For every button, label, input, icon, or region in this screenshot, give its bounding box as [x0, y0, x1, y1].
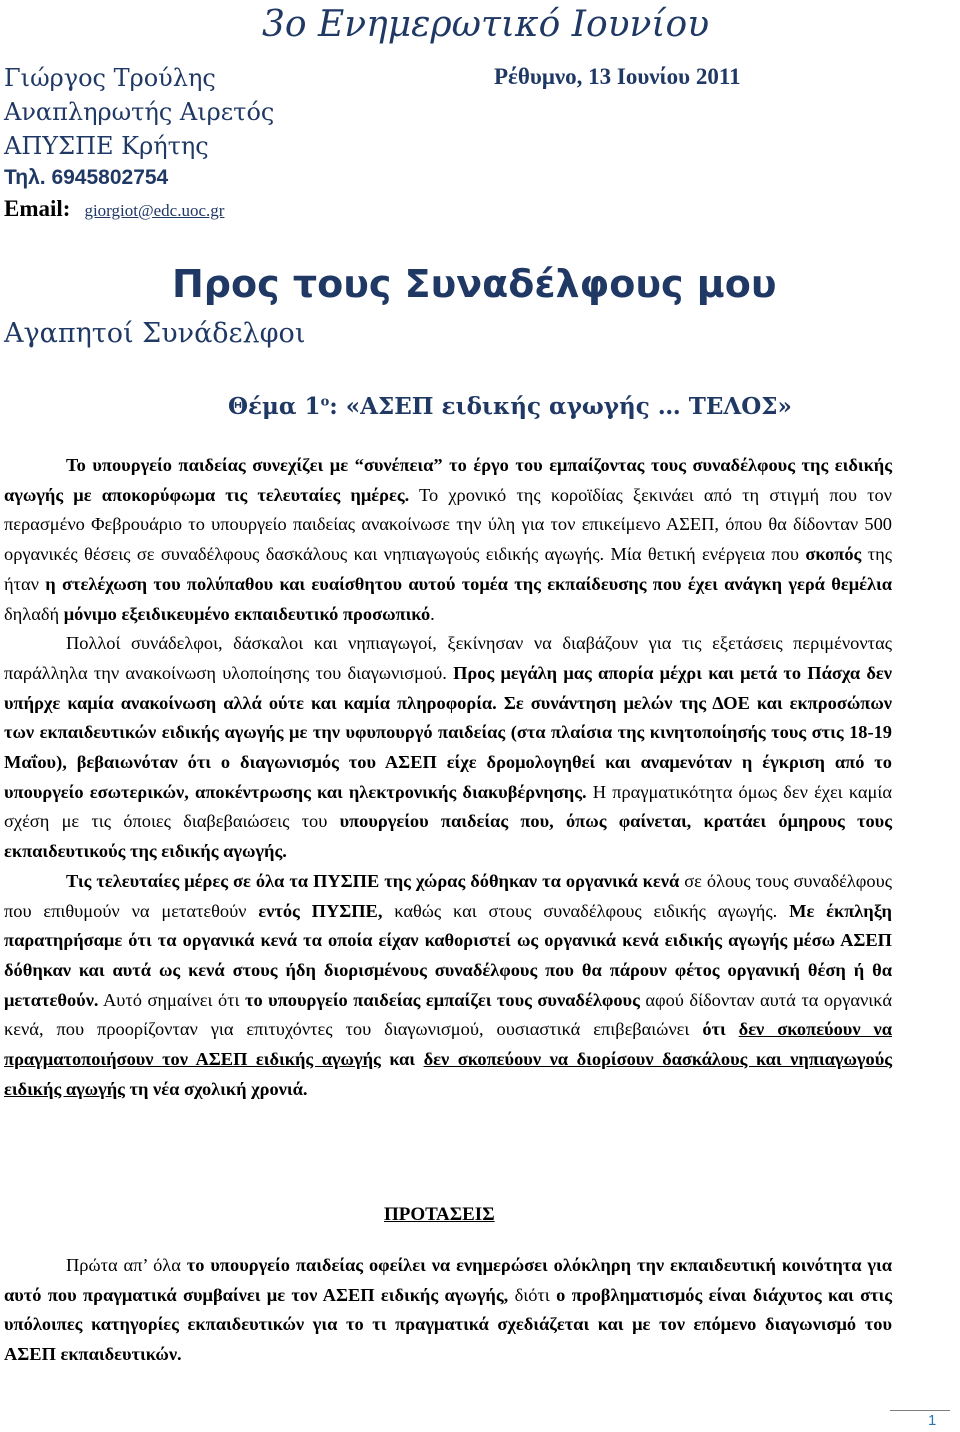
subject-text: : «ΑΣΕΠ ειδικής αγωγής … ΤΕΛΟΣ»: [329, 393, 792, 420]
proposals-heading: ΠΡΟΤΑΣΕΙΣ: [384, 1204, 495, 1225]
paragraph-1: [4, 451, 892, 629]
p1-i: .: [430, 603, 435, 624]
p1-a: Το υπουργείο παιδείας συνεχίζει με “συνέπεια” το έργο του εμπαίζοντας τους συναδέλφους της ειδικής αγωγής με αποκορύφωμα τις τελευταίες ημέρες.: [4, 455, 892, 505]
sender-phone: Τηλ. 6945802754: [4, 166, 169, 189]
subject-ordinal: ο: [320, 394, 330, 410]
body-section-2: [4, 1251, 892, 1370]
p1-h: μόνιμο εξειδικευμένο εκπαιδευτικό προσωπικό: [63, 603, 431, 624]
p3-f: Αυτό σημαίνει ότι: [98, 989, 245, 1010]
p3-d: καθώς και στους συναδέλφους ειδικής αγωγής.: [382, 900, 790, 921]
p4-d: ο προβληματισμός είναι διάχυτος και στις υπόλοιπες κατηγορίες εκπαιδευτικών για το τι πραγματικά σχεδιάζεται και με τον επόμενο διαγωνισμό του ΑΣΕΠ εκπαιδευτικών.: [4, 1284, 893, 1365]
p1-f: η στελέχωση του πολύπαθου και ευαίσθητου αυτού τομέα της εκπαίδευσης που έχει ανάγκη γερά θεμέλια: [45, 573, 892, 594]
paragraph-4: [4, 1251, 892, 1370]
p3-l: δεν σκοπεύουν να διορίσουν δασκάλους και νηπιαγωγούς ειδικής αγωγής: [4, 1049, 893, 1099]
p3-h: αφού δίδονταν αυτά τα οργανικά κενά, που προορίζονταν για επιτυχόντες του διαγωνισμού, ουσιαστικά επιβεβαιώνει: [4, 989, 892, 1040]
footer-divider: [890, 1410, 950, 1411]
p1-d: σκοπός: [805, 544, 862, 565]
paragraph-3: [4, 867, 892, 1105]
p3-b: σε όλους τους συναδέλφους που επιθυμούν να μετατεθούν: [4, 870, 892, 921]
p3-j: δεν σκοπεύουν να πραγματοποιήσουν τον ΑΣΕΠ ειδικής αγωγής: [4, 1019, 892, 1070]
p4-b: το υπουργείο παιδείας οφείλει να ενημερώσει ολόκληρη την εκπαιδευτική κοινότητα για αυτό που πραγματικά συμβαίνει με τον ΑΣΕΠ ειδικής αγωγής,: [4, 1255, 892, 1305]
p3-g: το υπουργείο παιδείας εμπαίζει τους συναδέλφους: [245, 989, 640, 1010]
p2-b: Προς μεγάλη μας απορία μέχρι και μετά το Πάσχα δεν υπήρχε καμία ανακοίνωση αλλά ούτε και καμία πληροφορία. Σε συνάντηση μελών της ΔΟΕ και εκπροσώπων των εκπαιδευτικών ειδικής αγωγής με την υφυπουργό παιδείας (στα πλαίσια της κινητοποίησής τους στις 18-19 Μαΐου), βεβαιωνόταν ότι ο διαγωνισμός του ΑΣΕΠ είχε δρομολογηθεί και αναμενόταν η έγκριση από το υπουργείο εσωτερικών, αποκέντρωσης και ηλεκτρονικής διακυβέρνησης.: [4, 662, 892, 802]
email-label: Email:: [4, 196, 71, 221]
p1-e: της ήταν: [4, 544, 893, 594]
p4-a: Πρώτα απ’ όλα: [66, 1255, 187, 1275]
sender-role: Αναπληρωτής Αιρετός: [4, 98, 275, 126]
p3-k: και: [380, 1049, 424, 1070]
sender-name: Γιώργος Τρούλης: [4, 64, 216, 92]
sender-org: ΑΠΥΣΠΕ Κρήτης: [4, 132, 209, 160]
place-date: Ρέθυμνο, 13 Ιουνίου 2011: [494, 64, 741, 89]
p3-c: εντός ΠΥΣΠΕ,: [258, 900, 383, 921]
p2-a: Πολλοί συνάδελφοι, δάσκαλοι και νηπιαγωγοί, ξεκίνησαν να διαβάζουν για τις εξετάσεις περιμένοντας παράλληλα την ανακοίνωση υλοποίησης του διαγωνισμού.: [4, 633, 892, 683]
p2-c: Η πραγματικότητα όμως δεν έχει καμία σχέση με τις όποιες διαβεβαιώσεις του: [4, 781, 893, 832]
headline: Προς τους Συναδέλφους μου: [172, 262, 777, 306]
page-number: 1: [928, 1412, 937, 1429]
p3-e: Με έκπληξη παρατηρήσαμε ότι τα οργανικά κενά τα οποία είχαν καθοριστεί ως οργανικά κενά ειδικής αγωγής μέσω ΑΣΕΠ δόθηκαν και αυτά ως κενά στους ήδη διορισμένους συναδέλφους που θα πάρουν φέτος οργανική θέση ή θα μετατεθούν.: [4, 900, 892, 1010]
p3-i: ότι: [702, 1019, 739, 1040]
p1-c: Μία θετική ενέργεια που: [604, 544, 806, 565]
email-link[interactable]: giorgiot@edc.uoc.gr: [84, 201, 225, 220]
p1-g: δηλαδή: [4, 603, 64, 624]
p3-a: Τις τελευταίες μέρες σε όλα τα ΠΥΣΠΕ της χώρας δόθηκαν τα οργανικά κενά: [66, 870, 680, 891]
p4-c: διότι: [508, 1284, 557, 1305]
p1-b: Το χρονικό της κοροϊδίας ξεκινάει από τη στιγμή που τον περασμένο Φεβρουάριο το υπουργείο παιδείας ανακοίνωσε την ύλη για τον επικείμενο ΑΣΕΠ, όπου θα δίδονταν 500 οργανικές θέσεις σε συναδέλφους δασκάλους και νηπιαγωγούς ειδικής αγωγής.: [4, 484, 892, 565]
greeting: Αγαπητοί Συνάδελφοι: [4, 318, 306, 349]
subject-prefix: Θέμα 1: [228, 393, 321, 420]
subject-line: [228, 393, 792, 420]
p2-d: υπουργείου παιδείας που, όπως φαίνεται, κρατάει όμηρους τους εκπαιδευτικούς της ειδικής αγωγής.: [4, 811, 892, 862]
paragraph-2: [4, 629, 892, 867]
document-title: 3ο Ενημερωτικό Ιουνίου: [262, 4, 710, 45]
sender-email-row: [4, 196, 224, 222]
p3-m: τη νέα σχολική χρονιά.: [124, 1078, 308, 1099]
body-section-1: [4, 451, 892, 1104]
